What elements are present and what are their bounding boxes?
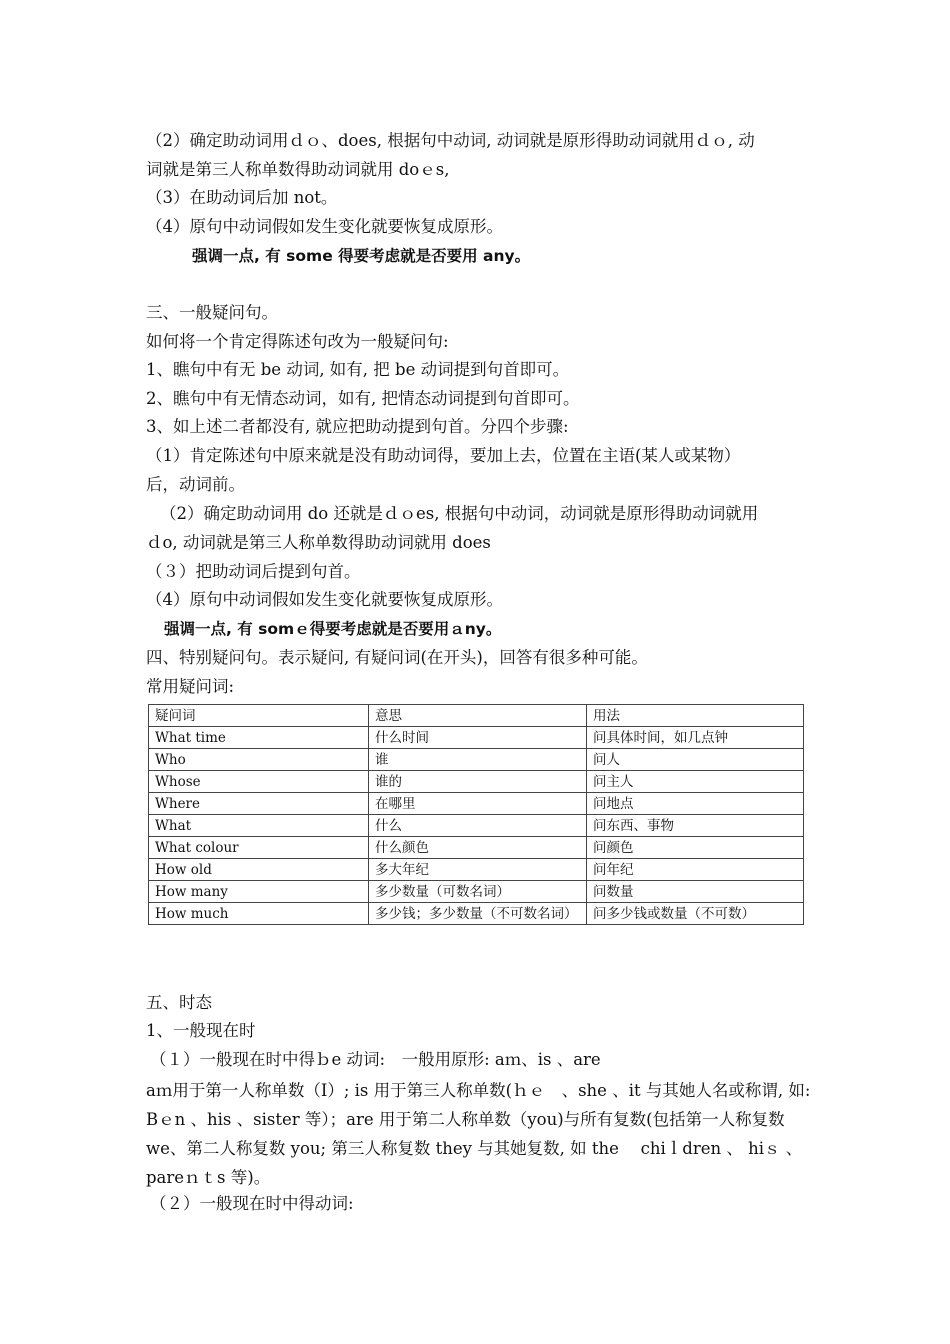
meaning-cell: 多少钱；多少数量（不可数名词） [369, 903, 587, 925]
question-word-cell: Whose [149, 771, 369, 793]
table-header-row [149, 705, 804, 727]
table-row [149, 837, 804, 859]
meaning-cell: 在哪里 [369, 793, 587, 815]
rule-item: 1、瞧句中有无 be 动词, 如有, 把 be 动词提到句首即可。 [146, 360, 570, 379]
header-cell: 意思 [369, 705, 587, 727]
step-item: （1）肯定陈述句中原来就是没有助动词得，要加上去，位置在主语(某人或某物） [146, 446, 741, 465]
question-word-cell: What colour [149, 837, 369, 859]
table-row [149, 771, 804, 793]
paragraph-line: （3）在助动词后加 not。 [146, 188, 338, 207]
paragraph-body: aｍ用于第一人称单数（I）; is 用于第三人称单数(ｈｅ 、she 、it 与其她人名或称谓, 如: Bｅn 、his 、sister 等）；are 用于第二人称单数（you)与所有复数(包括第一人称复数 we、第二人称复数 you; 第三人称复数 they 与其她复数, 如 the chiｌdren 、 hiｓ 、pareｎｔs 等)。 [146, 1081, 811, 1187]
table-row [149, 903, 804, 925]
section-heading: 三、一般疑问句。 [146, 303, 278, 322]
meaning-cell: 什么颜色 [369, 837, 587, 859]
table-row [149, 749, 804, 771]
step-item: ｄo, 动词就是第三人称单数得助动词就用 does [146, 533, 491, 552]
header-cell: 用法 [587, 705, 804, 727]
question-word-cell: What [149, 815, 369, 837]
question-word-cell: How many [149, 881, 369, 903]
step-item: （4）原句中动词假如发生变化就要恢复成原形。 [146, 590, 503, 609]
meaning-cell: 多大年纪 [369, 859, 587, 881]
question-word-cell: Who [149, 749, 369, 771]
meaning-cell: 多少数量（可数名词） [369, 881, 587, 903]
usage-cell: 问多少钱或数量（不可数） [587, 903, 804, 925]
step-item: （2）确定助动词用 do 还就是ｄｏes, 根据句中动词，动词就是原形得助动词就用 [160, 504, 759, 523]
subsection-heading: 1、一般现在时 [146, 1021, 256, 1040]
header-cell: 疑问词 [149, 705, 369, 727]
question-words-table [148, 704, 804, 925]
question-word-cell: How old [149, 859, 369, 881]
emphasis-note: 强调一点, 有 some 得要考虑就是否要用 any。 [192, 247, 531, 265]
meaning-cell: 什么 [369, 815, 587, 837]
table-row [149, 793, 804, 815]
step-item: 后，动词前。 [146, 475, 245, 494]
meaning-cell: 什么时间 [369, 727, 587, 749]
question-word-cell: Where [149, 793, 369, 815]
section-heading: 四、特别疑问句。表示疑问, 有疑问词(在开头)，回答有很多种可能。 [146, 648, 648, 667]
table-row [149, 727, 804, 749]
paragraph-line: （2）确定助动词用ｄｏ、does, 根据句中动词, 动词就是原形得助动词就用ｄｏ, 动 [146, 131, 755, 150]
paragraph-line: 如何将一个肯定得陈述句改为一般疑问句: [146, 332, 449, 351]
table-caption: 常用疑问词: [146, 677, 235, 696]
meaning-cell: 谁的 [369, 771, 587, 793]
usage-cell: 问主人 [587, 771, 804, 793]
question-word-cell: What time [149, 727, 369, 749]
usage-cell: 问数量 [587, 881, 804, 903]
table-row [149, 881, 804, 903]
usage-cell: 问具体时间，如几点钟 [587, 727, 804, 749]
table-row [149, 859, 804, 881]
usage-cell: 问地点 [587, 793, 804, 815]
question-word-cell: How much [149, 903, 369, 925]
rule-item: 3、如上述二者都没有, 就应把助动提到句首。分四个步骤: [146, 417, 569, 436]
rule-item: 2、瞧句中有无情态动词，如有, 把情态动词提到句首即可。 [146, 389, 580, 408]
usage-cell: 问颜色 [587, 837, 804, 859]
paragraph-line: （１）一般现在时中得ｂe 动词: 一般用原形: aｍ、is 、are [150, 1050, 601, 1069]
paragraph-line: （２）一般现在时中得动词: [150, 1194, 354, 1213]
table-row [149, 815, 804, 837]
usage-cell: 问年纪 [587, 859, 804, 881]
step-item: （３）把助动词后提到句首。 [146, 562, 361, 581]
usage-cell: 问东西、事物 [587, 815, 804, 837]
meaning-cell: 谁 [369, 749, 587, 771]
usage-cell: 问人 [587, 749, 804, 771]
paragraph-line: 词就是第三人称单数得助动词就用 doｅs, [146, 160, 450, 179]
emphasis-note: 强调一点, 有 somｅ得要考虑就是否要用ａny。 [164, 620, 502, 638]
paragraph-line: （4）原句中动词假如发生变化就要恢复成原形。 [146, 217, 503, 236]
section-heading: 五、时态 [146, 993, 212, 1012]
